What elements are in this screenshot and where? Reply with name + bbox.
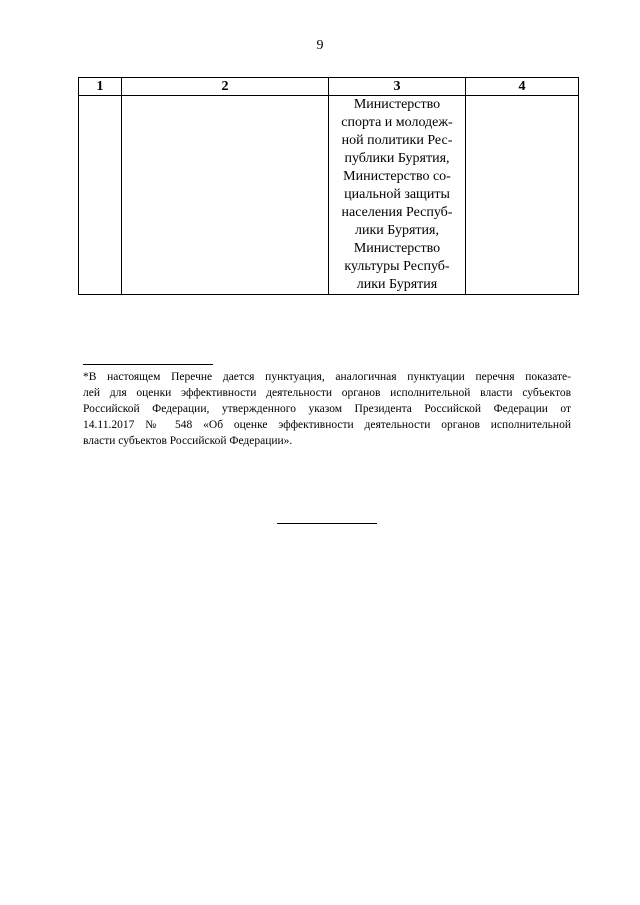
- footnote-line: *В настоящем Перечне дается пунктуация, аналогичная пунктуации перечня показате-: [83, 371, 571, 383]
- table-cell-col3: [329, 96, 466, 295]
- column-header-4: 4: [466, 78, 579, 96]
- page-number: 9: [316, 38, 324, 53]
- footnote: [83, 369, 571, 449]
- table-cell-col4: [466, 96, 579, 295]
- table-row: [79, 96, 579, 295]
- data-table: [78, 77, 579, 295]
- cell-text-line: публики Бурятия,: [344, 151, 450, 166]
- column-header-2: 2: [122, 78, 329, 96]
- table-cell-col2: [122, 96, 329, 295]
- cell-text-line: культуры Респуб-: [344, 259, 450, 274]
- footnote-line: 14.11.2017 № 548 «Об оценке эффективности деятельности органов исполнительной: [83, 419, 571, 431]
- footnote-line: власти субъектов Российской Федерации».: [83, 435, 293, 447]
- column-header-1: 1: [79, 78, 122, 96]
- cell-text-line: Министерство: [353, 241, 441, 256]
- footnote-line: Российской Федерации, утвержденного указом Президента Российской Федерации от: [83, 403, 571, 415]
- end-of-document-rule: [277, 523, 377, 524]
- table-cell-col1: [79, 96, 122, 295]
- cell-text-line: населения Респуб-: [341, 205, 453, 220]
- cell-text-line: лики Бурятия: [356, 277, 438, 292]
- table-header-row: [79, 78, 579, 96]
- footnote-separator: [83, 364, 213, 365]
- cell-text-line: ной политики Рес-: [341, 133, 453, 148]
- cell-text-line: Министерство: [353, 97, 441, 112]
- cell-text-line: лики Бурятия,: [355, 223, 439, 238]
- footnote-line: лей для оценки эффективности деятельности органов исполнительной власти субъектов: [83, 387, 571, 399]
- column-header-3: 3: [329, 78, 466, 96]
- cell-text-line: Министерство со-: [343, 169, 451, 184]
- cell-text-line: циальной защиты: [344, 187, 450, 202]
- cell-text-line: спорта и молодеж-: [341, 115, 453, 130]
